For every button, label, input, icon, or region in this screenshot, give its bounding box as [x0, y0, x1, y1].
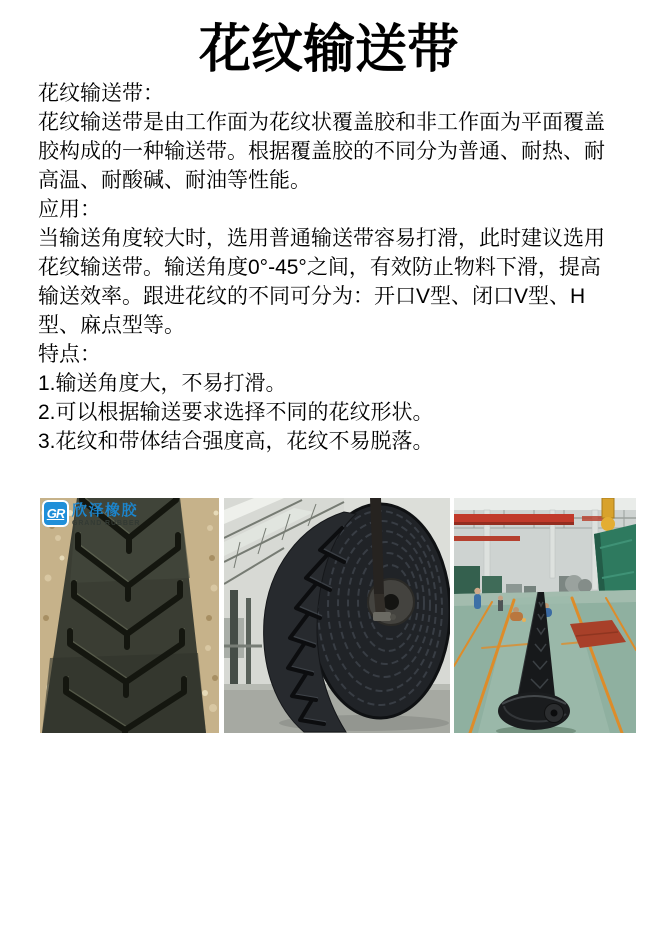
chevron-belt-illustration	[40, 498, 219, 733]
belt-roll-illustration	[224, 498, 450, 733]
gr-logo	[42, 500, 140, 527]
factory-floor-illustration	[454, 498, 636, 733]
gr-logo-icon: GR	[42, 500, 69, 527]
intro-label: 花纹输送带：	[38, 82, 164, 105]
photo-strip	[40, 498, 666, 733]
company-name-cn: 欣泽橡胶	[72, 502, 139, 519]
photo-belt-on-floor	[454, 498, 636, 733]
application-label: 应用：	[38, 198, 101, 221]
gr-logo-text	[72, 503, 140, 527]
photo-chevron-belt-closeup	[40, 498, 219, 733]
page-title: 花纹输送带	[198, 21, 459, 79]
intro-paragraph: 花纹输送带是由工作面为花纹状覆盖胶和非工作面为平面覆盖胶构成的一种输送带。根据覆盖胶的不同分为普通、耐热、耐高温、耐酸碱、耐油等性能。	[38, 111, 605, 192]
feature-item-1: 1.输送角度大，不易打滑。	[38, 372, 287, 395]
application-paragraph: 当输送角度较大时，选用普通输送带容易打滑，此时建议选用花纹输送带。输送角度0°-45°之间，有效防止物料下滑，提高输送效率。跟进花纹的不同可分为：开口V型、闭口V型、H型、麻点型等。	[38, 227, 605, 337]
features-label: 特点：	[38, 343, 101, 366]
feature-item-3: 3.花纹和带体结合强度高，花纹不易脱落。	[38, 430, 434, 453]
company-name-en: GRAND RUBBER	[72, 520, 141, 527]
feature-item-2: 2.可以根据输送要求选择不同的花纹形状。	[38, 401, 434, 424]
article-body	[0, 22, 666, 456]
photo-belt-roll-factory	[224, 498, 450, 733]
